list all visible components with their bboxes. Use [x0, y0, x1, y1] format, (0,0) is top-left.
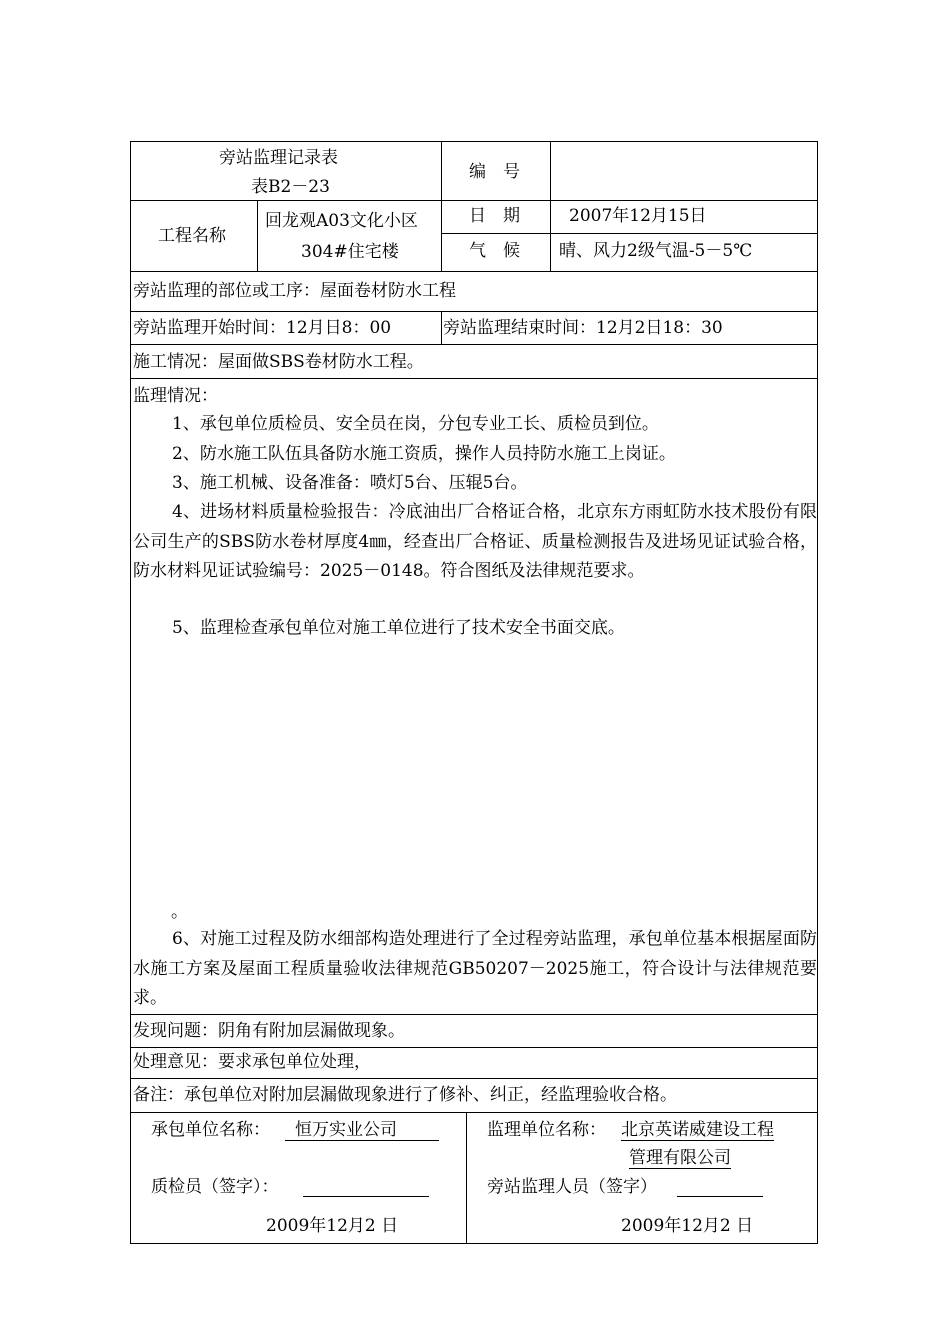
supervision-item-3: 3、施工机械、设备准备：喷灯5台、压辊5台。: [172, 473, 528, 493]
divider: [131, 311, 817, 312]
supervision-part: 旁站监理的部位或工序：屋面卷材防水工程: [133, 281, 456, 301]
remarks: 备注：承包单位对附加层漏做现象进行了修补、纠正，经监理验收合格。: [133, 1085, 677, 1105]
project-name-line1: 回龙观A03文化小区: [265, 211, 418, 231]
number-label: 编 号: [469, 162, 520, 182]
supervision-item-5: 5、监理检查承包单位对施工单位进行了技术安全书面交底。: [172, 618, 625, 638]
contractor-label: 承包单位名称：: [151, 1120, 270, 1140]
divider: [131, 271, 817, 272]
supervision-heading: 监理情况：: [133, 386, 218, 406]
date-value: 2007年12月15日: [569, 206, 707, 226]
project-name-line2: 304#住宅楼: [301, 242, 399, 262]
stray-mark: 。: [171, 902, 188, 922]
contractor-date: 2009年12月2 日: [266, 1216, 399, 1236]
supervision-item-1: 1、承包单位质检员、安全员在岗，分包专业工长、质检员到位。: [172, 414, 659, 434]
supervisor-person-label: 旁站监理人员（签字）: [487, 1177, 657, 1197]
supervisor-signature-line[interactable]: [677, 1196, 763, 1197]
weather-value: 晴、风力2级气温-5－5℃: [559, 241, 753, 261]
divider: [131, 1014, 817, 1015]
divider: [466, 1112, 467, 1243]
divider: [131, 1047, 817, 1048]
construction-status: 施工情况：屋面做SBS卷材防水工程。: [133, 352, 424, 372]
divider: [131, 378, 817, 379]
inspector-signature-line[interactable]: [303, 1196, 429, 1197]
supervision-item-6: 6、对施工过程及防水细部构造处理进行了全过程旁站监理，承包单位基本根据屋面防水施工方案及屋面工程质量验收法律规范GB50207－2025施工，符合设计与法律规范要求。: [133, 929, 817, 1008]
weather-label: 气 候: [469, 241, 520, 261]
project-name-label: 工程名称: [158, 226, 226, 246]
supervisor-name-line2: 管理有限公司: [629, 1148, 731, 1168]
supervision-item-4: 4、进场材料质量检验报告：冷底油出厂合格证合格，北京东方雨虹防水技术股份有限公司生产的SBS防水卷材厚度4㎜，经查出厂合格证、质量检测报告及进场见证试验合格，防水材料见证试验编号：2025－0148。符合图纸及法律规范要求。: [133, 502, 817, 581]
handling-opinion: 处理意见：要求承包单位处理，: [133, 1052, 371, 1072]
inspector-label: 质检员（签字）：: [151, 1177, 279, 1197]
contractor-name: 恒万实业公司: [285, 1122, 439, 1141]
supervisor-name-line1: 北京英诺威建设工程: [621, 1120, 774, 1140]
form-title: 旁站监理记录表: [219, 148, 338, 168]
end-time: 旁站监理结束时间：12月2日18：30: [443, 318, 723, 338]
divider: [257, 200, 258, 271]
supervisor-label: 监理单位名称：: [487, 1120, 606, 1140]
divider: [441, 311, 442, 344]
divider: [131, 344, 817, 345]
divider: [441, 233, 817, 234]
start-time: 旁站监理开始时间：12月日8：00: [133, 318, 392, 338]
supervision-item-2: 2、防水施工队伍具备防水施工资质，操作人员持防水施工上岗证。: [172, 444, 676, 464]
form-code: 表B2－23: [251, 177, 330, 197]
problem-found: 发现问题：阴角有附加层漏做现象。: [133, 1021, 405, 1041]
supervisor-date: 2009年12月2 日: [621, 1216, 754, 1236]
date-label: 日 期: [469, 206, 520, 226]
divider: [131, 1112, 817, 1113]
divider: [131, 1078, 817, 1079]
divider: [131, 200, 817, 201]
divider: [441, 142, 442, 271]
supervision-record-form: [130, 141, 818, 1244]
divider: [550, 142, 551, 271]
